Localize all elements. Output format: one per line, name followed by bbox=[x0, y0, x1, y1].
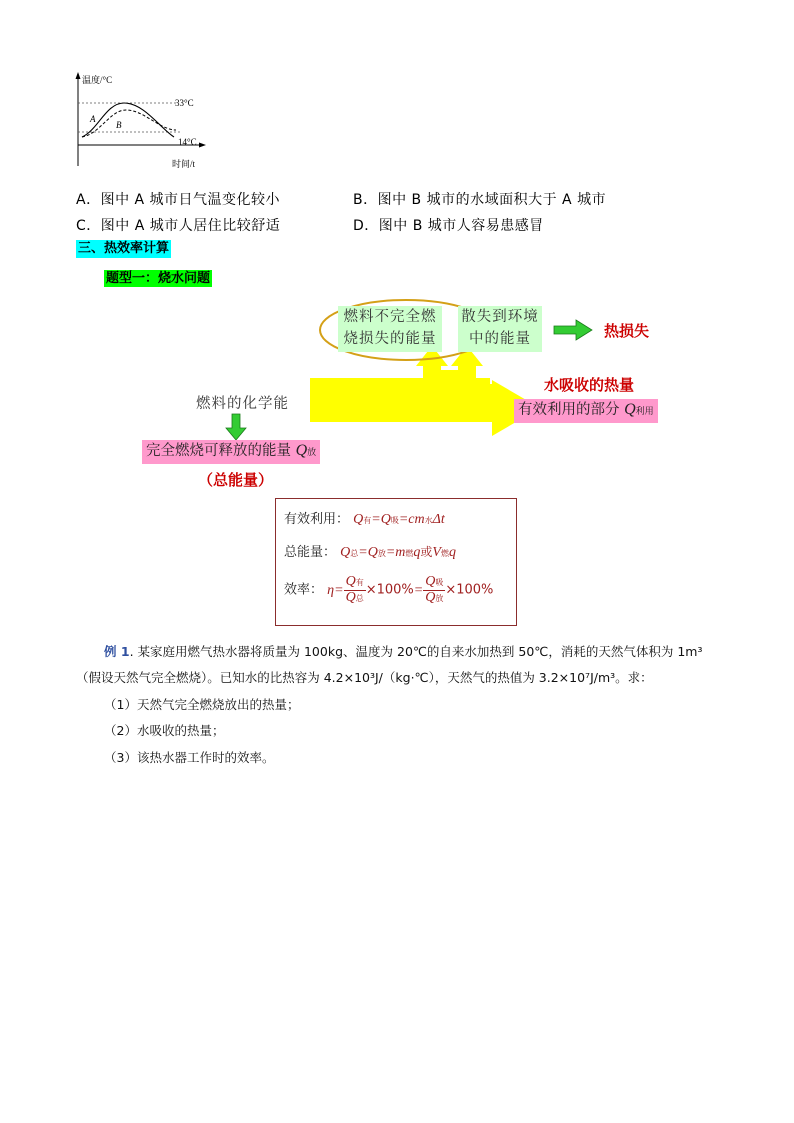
release-q-subscript: 放 bbox=[307, 448, 317, 458]
section-subtitle: 题型一：烧水问题 bbox=[106, 271, 211, 286]
question-2: （2）水吸收的热量； bbox=[104, 723, 225, 738]
down-arrow bbox=[226, 414, 246, 440]
total-formula-label: 总能量： bbox=[284, 545, 337, 560]
option-b: B．图中 B 城市的水域面积大于 A 城市 bbox=[353, 192, 607, 208]
heat-loss-arrow bbox=[554, 320, 592, 340]
curve-b bbox=[82, 110, 176, 137]
curve-a-label: A bbox=[90, 114, 96, 124]
efficiency-percent-2: ×100% bbox=[445, 582, 494, 598]
efficiency-formula-label: 效率： bbox=[284, 582, 324, 598]
energy-flow-diagram bbox=[140, 296, 700, 496]
water-absorbed-label: 水吸收的热量 bbox=[544, 376, 635, 394]
complete-release-text: 完全燃烧可释放的能量 bbox=[146, 443, 291, 459]
heat-loss-label: 热损失 bbox=[604, 322, 650, 340]
release-q-symbol: Q bbox=[295, 442, 308, 459]
efficiency-formula: 效率： η= $\frac{\text{Q有}}{\text{Q总}}$ ×100%= $\frac{\text{Q吸}}{\text{Q放}}$ ×100% bbox=[284, 574, 494, 605]
option-c: C．图中 A 城市人居住比较舒适 bbox=[76, 218, 281, 234]
useful-q-symbol: Q bbox=[624, 401, 636, 418]
dissipated-line2: 中的能量 bbox=[469, 331, 531, 347]
example-label: 例 1 bbox=[104, 644, 130, 659]
high-temp-label: 33°C bbox=[175, 98, 194, 108]
temperature-chart bbox=[68, 70, 218, 170]
complete-release-box bbox=[142, 440, 320, 464]
question-1: （1）天然气完全燃烧放出的热量； bbox=[104, 697, 300, 712]
option-d: D．图中 B 城市人容易患感冒 bbox=[353, 218, 544, 234]
total-energy-label: （总能量） bbox=[198, 471, 274, 489]
incomplete-combustion-box bbox=[338, 306, 442, 352]
example-line2: （假设天然气完全燃烧）。已知水的比热容为 4.2×10³J/（kg·℃），天然气的热值为 3.2×10⁷J/m³。求： bbox=[76, 670, 653, 685]
useful-part-box bbox=[514, 399, 658, 423]
x-axis-arrow bbox=[199, 143, 206, 148]
option-a: A．图中 A 城市日气温变化较小 bbox=[76, 192, 281, 208]
useful-q-subscript: 利用 bbox=[635, 407, 654, 417]
section-title: 三、热效率计算 bbox=[78, 241, 170, 256]
dissipated-energy-box bbox=[458, 306, 542, 352]
example-line1-text: . 某家庭用燃气热水器将质量为 100kg、温度为 20℃的自来水加热到 50℃，消耗的天然气体积为 1m³ bbox=[129, 644, 703, 659]
total-formula-expr: Q总=Q放=m燃q或V燃q bbox=[340, 545, 456, 560]
efficiency-formula-expr: η= $\frac{\text{Q有}}{\text{Q总}}$ bbox=[327, 574, 364, 605]
curve-b-label: B bbox=[116, 120, 122, 130]
useful-formula-label: 有效利用： bbox=[284, 512, 350, 527]
question-3: （3）该热水器工作时的效率。 bbox=[104, 750, 275, 765]
chemical-energy-label: 燃料的化学能 bbox=[196, 396, 289, 412]
formula-box bbox=[275, 498, 517, 626]
low-temp-label: 14°C bbox=[178, 137, 197, 147]
y-axis-arrow bbox=[76, 72, 81, 79]
dissipated-line1: 散失到环境 bbox=[461, 309, 539, 325]
useful-formula-expr: Q有=Q吸=cm水Δt bbox=[353, 512, 445, 527]
total-formula bbox=[284, 541, 456, 561]
useful-formula bbox=[284, 508, 445, 528]
y-axis-label: 温度/°C bbox=[82, 75, 113, 85]
incomplete-combustion-line1: 燃料不完全燃 bbox=[343, 309, 437, 325]
efficiency-percent-1: ×100% bbox=[365, 582, 414, 598]
useful-part-text: 有效利用的部分 bbox=[518, 402, 620, 418]
example-line1 bbox=[104, 642, 702, 662]
x-axis-label: 时间/t bbox=[172, 159, 196, 169]
incomplete-combustion-line2: 烧损失的能量 bbox=[343, 331, 437, 347]
